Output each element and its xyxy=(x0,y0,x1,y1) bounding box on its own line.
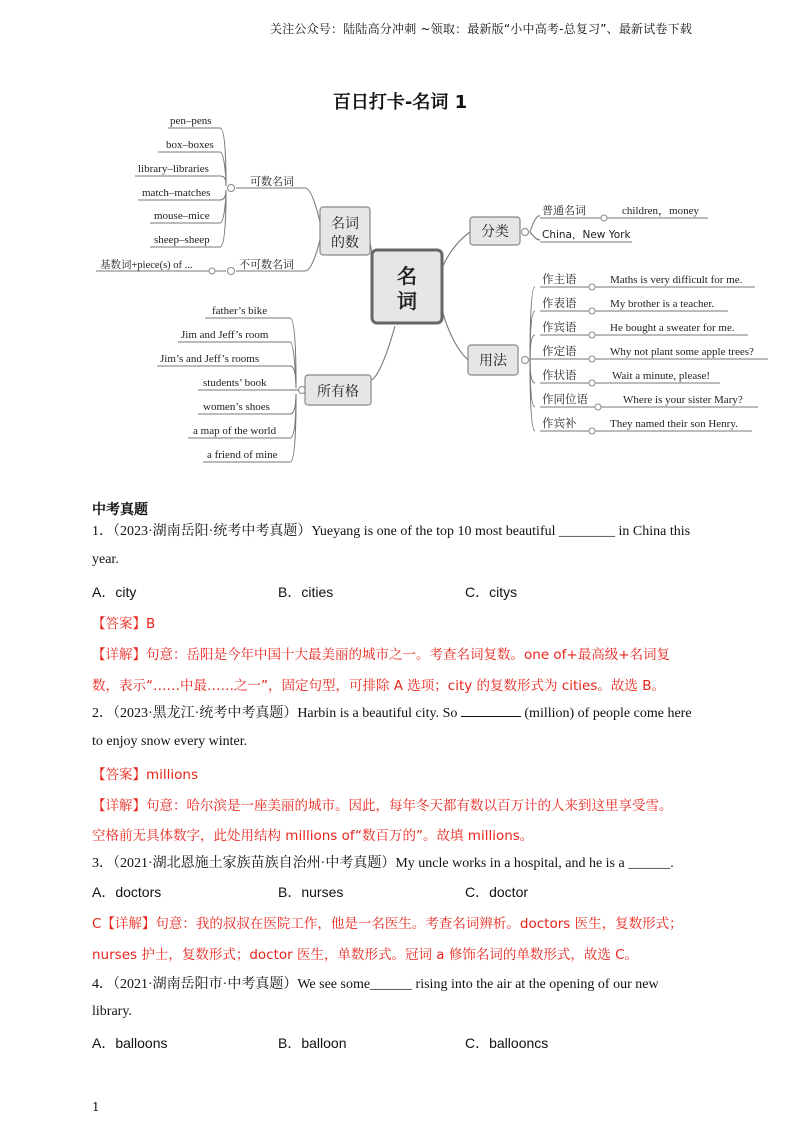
q1-option-b: B．cities xyxy=(278,584,334,600)
q4-option-a: A．balloons xyxy=(92,1035,168,1051)
countable-item: library–libraries xyxy=(138,163,209,175)
usage-example: Where is your sister Mary? xyxy=(623,394,743,406)
possessive-item: Jim and Jeff’s room xyxy=(181,329,269,341)
uncountable-label: 不可数名词 xyxy=(239,258,294,271)
q1-detail-line2: 数，表示“……中最……之一”，固定句型，可排除 A 选项；city 的复数形式为 cities。故选 B。 xyxy=(92,678,665,694)
q2-line1-start: 2．（2023·黑龙江·统考中考真题）Harbin is a beautiful city. So xyxy=(92,706,458,721)
q3-line1: 3．（2021·湖北恩施土家族苗族自治州·中考真题）My uncle works in a hospital, and he is a ______. xyxy=(92,856,674,871)
possessive-item: Jim’s and Jeff’s rooms xyxy=(160,353,260,365)
countable-item: pen–pens xyxy=(170,115,212,127)
q1-answer: 【答案】B xyxy=(92,616,156,632)
possessive-item: women’s shoes xyxy=(203,401,270,413)
usage-label: 作同位语 xyxy=(542,392,588,406)
countable-item: mouse–mice xyxy=(154,210,210,222)
q2-detail-line2: 空格前无具体数字，此处用结构 millions of“数百万的”。故填 millions。 xyxy=(92,828,534,844)
q3-detail-line1: C【详解】句意：我的叔叔在医院工作，他是一名医生。考查名词辨析。doctors 医生，复数形式； xyxy=(92,916,683,932)
countable-label: 可数名词 xyxy=(250,175,294,188)
q2-answer: 【答案】millions xyxy=(92,767,199,783)
possessive-node-label: 所有格 xyxy=(317,384,359,400)
countable-item: sheep–sheep xyxy=(154,234,210,246)
page-number: 1 xyxy=(92,1100,100,1114)
usage-label: 作状语 xyxy=(542,368,577,382)
q1-line2: year. xyxy=(92,552,119,567)
noun-mind-map xyxy=(0,105,800,470)
q1-detail-line1: 【详解】句意：岳阳是今年中国十大最美丽的城市之一。考查名词复数。one of+最高级+名词复 xyxy=(92,647,671,663)
usage-node-label: 用法 xyxy=(479,353,507,369)
countable-item: match–matches xyxy=(142,187,211,199)
q4-line2: library. xyxy=(92,1004,132,1019)
usage-example: He bought a sweater for me. xyxy=(610,322,735,334)
usage-example: My brother is a teacher. xyxy=(610,298,715,310)
usage-label: 作定语 xyxy=(542,344,577,358)
number-node-line1: 名词 xyxy=(331,216,359,232)
countable-item: box–boxes xyxy=(166,139,214,151)
q2-line1-end: (million) of people come here xyxy=(524,706,692,721)
q2-blank xyxy=(461,704,521,717)
q3-option-b: B．nurses xyxy=(278,884,344,900)
q2-line1 xyxy=(92,702,692,722)
q1-option-a: A．city xyxy=(92,584,137,600)
possessive-item: a friend of mine xyxy=(207,449,278,461)
usage-label: 作宾补 xyxy=(542,416,577,430)
category-node-label: 分类 xyxy=(481,224,509,240)
page-header: 关注公众号：陆陆高分冲刺 ~领取：最新版“小中高考-总复习”、最新试卷下载 xyxy=(270,22,693,36)
category-label: 普通名词 xyxy=(542,204,586,217)
category-label: China，New York xyxy=(542,229,631,241)
usage-example: They named their son Henry. xyxy=(610,418,738,430)
usage-example: Maths is very difficult for me. xyxy=(610,274,743,286)
possessive-item: a map of the world xyxy=(193,425,277,437)
q1-option-c: C．citys xyxy=(465,584,518,600)
category-example: children，money xyxy=(622,205,699,217)
usage-example: Wait a minute, please! xyxy=(612,370,711,382)
q3-option-c: C．doctor xyxy=(465,884,529,900)
usage-label: 作表语 xyxy=(542,296,577,310)
q4-line1: 4．（2021·湖南岳阳市·中考真题）We see some______ rising into the air at the opening of our new xyxy=(92,977,659,992)
section-title: 中考真题 xyxy=(92,502,148,518)
q2-detail-line1: 【详解】句意：哈尔滨是一座美丽的城市。因此，每年冬天都有数以百万计的人来到这里享受雪。 xyxy=(92,798,673,814)
q3-detail-line2: nurses 护士，复数形式；doctor 医生，单数形式。冠词 a 修饰名词的单数形式，故选 C。 xyxy=(92,947,639,963)
possessive-item: students’ book xyxy=(203,377,267,389)
center-node-line2: 词 xyxy=(397,289,417,313)
number-node-line2: 的数 xyxy=(331,235,359,251)
uncountable-item: 基数词+piece(s) of ... xyxy=(100,260,193,271)
usage-label: 作宾语 xyxy=(542,320,577,334)
q4-option-b: B．balloon xyxy=(278,1035,347,1051)
q1-line1: 1．（2023·湖南岳阳·统考中考真题）Yueyang is one of the top 10 most beautiful ________ in China this xyxy=(92,524,691,539)
q3-option-a: A．doctors xyxy=(92,884,162,900)
page-title: 百日打卡-名词 1 xyxy=(332,92,468,113)
q4-option-c: C．ballooncs xyxy=(465,1035,549,1051)
usage-example: Why not plant some apple trees? xyxy=(610,346,754,358)
usage-label: 作主语 xyxy=(542,272,577,286)
possessive-item: father’s bike xyxy=(212,305,268,317)
center-node-line1: 名 xyxy=(397,264,417,288)
q2-line2: to enjoy snow every winter. xyxy=(92,734,248,749)
